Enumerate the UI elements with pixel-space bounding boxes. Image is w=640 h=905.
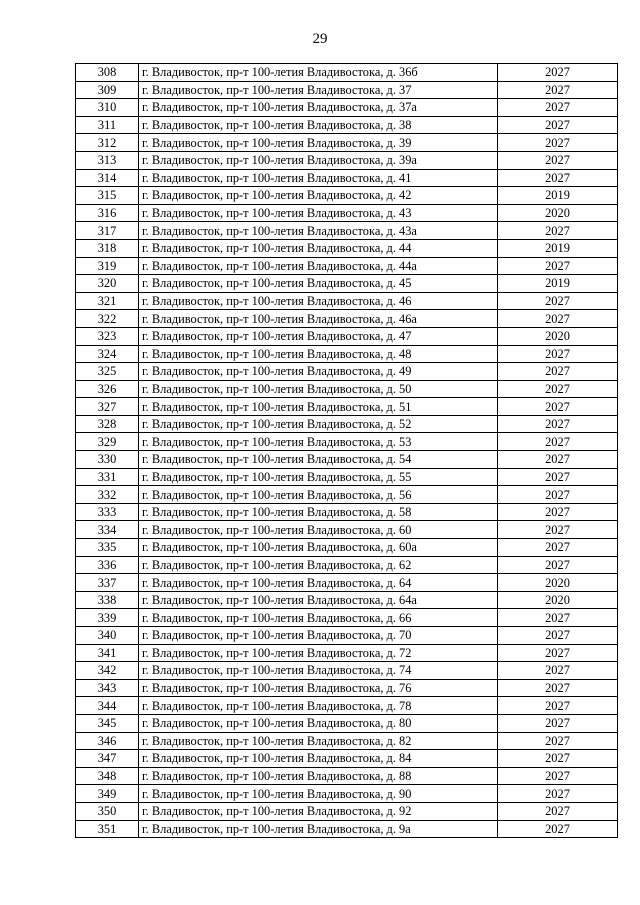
row-number-cell: 333 [76, 503, 139, 521]
table-row [76, 257, 618, 275]
row-number-cell: 318 [76, 239, 139, 257]
row-number-cell: 346 [76, 732, 139, 750]
year-cell: 2027 [498, 363, 618, 381]
address-cell: г. Владивосток, пр-т 100-летия Владивостока, д. 58 [139, 503, 498, 521]
table-row [76, 292, 618, 310]
address-cell: г. Владивосток, пр-т 100-летия Владивостока, д. 64а [139, 591, 498, 609]
year-cell: 2027 [498, 609, 618, 627]
address-cell: г. Владивосток, пр-т 100-летия Владивостока, д. 43а [139, 222, 498, 240]
table-row [76, 644, 618, 662]
year-cell: 2027 [498, 820, 618, 838]
year-cell: 2027 [498, 662, 618, 680]
row-number-cell: 325 [76, 363, 139, 381]
address-cell: г. Владивосток, пр-т 100-летия Владивостока, д. 64 [139, 574, 498, 592]
row-number-cell: 330 [76, 451, 139, 469]
address-cell: г. Владивосток, пр-т 100-летия Владивостока, д. 92 [139, 802, 498, 820]
table-row [76, 363, 618, 381]
housing-registry-table [75, 63, 618, 838]
address-cell: г. Владивосток, пр-т 100-летия Владивостока, д. 43 [139, 204, 498, 222]
year-cell: 2027 [498, 398, 618, 416]
address-cell: г. Владивосток, пр-т 100-летия Владивостока, д. 37 [139, 81, 498, 99]
year-cell: 2027 [498, 451, 618, 469]
year-cell: 2027 [498, 767, 618, 785]
year-cell: 2027 [498, 785, 618, 803]
table-row [76, 785, 618, 803]
address-cell: г. Владивосток, пр-т 100-летия Владивостока, д. 37а [139, 99, 498, 117]
address-cell: г. Владивосток, пр-т 100-летия Владивостока, д. 62 [139, 556, 498, 574]
row-number-cell: 308 [76, 64, 139, 82]
address-cell: г. Владивосток, пр-т 100-летия Владивостока, д. 78 [139, 697, 498, 715]
row-number-cell: 326 [76, 380, 139, 398]
address-cell: г. Владивосток, пр-т 100-летия Владивостока, д. 48 [139, 345, 498, 363]
year-cell: 2020 [498, 204, 618, 222]
row-number-cell: 319 [76, 257, 139, 275]
table-row [76, 732, 618, 750]
year-cell: 2027 [498, 697, 618, 715]
year-cell: 2027 [498, 468, 618, 486]
table-row [76, 239, 618, 257]
table-row [76, 398, 618, 416]
year-cell: 2027 [498, 380, 618, 398]
address-cell: г. Владивосток, пр-т 100-летия Владивостока, д. 66 [139, 609, 498, 627]
address-cell: г. Владивосток, пр-т 100-летия Владивостока, д. 42 [139, 187, 498, 205]
year-cell: 2027 [498, 627, 618, 645]
row-number-cell: 350 [76, 802, 139, 820]
year-cell: 2027 [498, 521, 618, 539]
year-cell: 2027 [498, 64, 618, 82]
address-cell: г. Владивосток, пр-т 100-летия Владивостока, д. 55 [139, 468, 498, 486]
row-number-cell: 348 [76, 767, 139, 785]
table-row [76, 503, 618, 521]
table-row [76, 591, 618, 609]
year-cell: 2019 [498, 275, 618, 293]
row-number-cell: 343 [76, 679, 139, 697]
row-number-cell: 316 [76, 204, 139, 222]
row-number-cell: 335 [76, 539, 139, 557]
address-cell: г. Владивосток, пр-т 100-летия Владивостока, д. 74 [139, 662, 498, 680]
year-cell: 2027 [498, 310, 618, 328]
year-cell: 2027 [498, 802, 618, 820]
table-row [76, 222, 618, 240]
address-cell: г. Владивосток, пр-т 100-летия Владивостока, д. 46а [139, 310, 498, 328]
year-cell: 2027 [498, 539, 618, 557]
address-cell: г. Владивосток, пр-т 100-летия Владивостока, д. 80 [139, 714, 498, 732]
table-row [76, 64, 618, 82]
address-cell: г. Владивосток, пр-т 100-летия Владивостока, д. 72 [139, 644, 498, 662]
table-row [76, 679, 618, 697]
row-number-cell: 341 [76, 644, 139, 662]
row-number-cell: 324 [76, 345, 139, 363]
year-cell: 2020 [498, 591, 618, 609]
row-number-cell: 310 [76, 99, 139, 117]
row-number-cell: 331 [76, 468, 139, 486]
table-row [76, 468, 618, 486]
address-cell: г. Владивосток, пр-т 100-летия Владивостока, д. 70 [139, 627, 498, 645]
row-number-cell: 329 [76, 433, 139, 451]
row-number-cell: 334 [76, 521, 139, 539]
row-number-cell: 314 [76, 169, 139, 187]
row-number-cell: 342 [76, 662, 139, 680]
table-row [76, 627, 618, 645]
table-row [76, 662, 618, 680]
table-row [76, 415, 618, 433]
table-row [76, 187, 618, 205]
table-row [76, 275, 618, 293]
table-row [76, 521, 618, 539]
address-cell: г. Владивосток, пр-т 100-летия Владивостока, д. 84 [139, 750, 498, 768]
table-row [76, 134, 618, 152]
year-cell: 2027 [498, 81, 618, 99]
row-number-cell: 328 [76, 415, 139, 433]
year-cell: 2027 [498, 292, 618, 310]
table-row [76, 327, 618, 345]
table-row [76, 310, 618, 328]
address-cell: г. Владивосток, пр-т 100-летия Владивостока, д. 51 [139, 398, 498, 416]
row-number-cell: 332 [76, 486, 139, 504]
year-cell: 2027 [498, 433, 618, 451]
row-number-cell: 309 [76, 81, 139, 99]
table-row [76, 802, 618, 820]
row-number-cell: 347 [76, 750, 139, 768]
year-cell: 2027 [498, 503, 618, 521]
table-row [76, 204, 618, 222]
table-row [76, 451, 618, 469]
table-row [76, 714, 618, 732]
address-cell: г. Владивосток, пр-т 100-летия Владивостока, д. 39 [139, 134, 498, 152]
address-cell: г. Владивосток, пр-т 100-летия Владивостока, д. 39а [139, 151, 498, 169]
address-cell: г. Владивосток, пр-т 100-летия Владивостока, д. 44а [139, 257, 498, 275]
table-row [76, 750, 618, 768]
table-row [76, 345, 618, 363]
table-row [76, 81, 618, 99]
year-cell: 2020 [498, 574, 618, 592]
row-number-cell: 323 [76, 327, 139, 345]
table-body [76, 64, 618, 838]
year-cell: 2027 [498, 732, 618, 750]
table-row [76, 151, 618, 169]
table-row [76, 556, 618, 574]
year-cell: 2027 [498, 99, 618, 117]
address-cell: г. Владивосток, пр-т 100-летия Владивостока, д. 47 [139, 327, 498, 345]
row-number-cell: 317 [76, 222, 139, 240]
address-cell: г. Владивосток, пр-т 100-летия Владивостока, д. 44 [139, 239, 498, 257]
table-row [76, 433, 618, 451]
address-cell: г. Владивосток, пр-т 100-летия Владивостока, д. 52 [139, 415, 498, 433]
year-cell: 2027 [498, 415, 618, 433]
year-cell: 2027 [498, 134, 618, 152]
year-cell: 2027 [498, 116, 618, 134]
address-cell: г. Владивосток, пр-т 100-летия Владивостока, д. 60 [139, 521, 498, 539]
table-row [76, 116, 618, 134]
year-cell: 2027 [498, 345, 618, 363]
address-cell: г. Владивосток, пр-т 100-летия Владивостока, д. 90 [139, 785, 498, 803]
address-cell: г. Владивосток, пр-т 100-летия Владивостока, д. 88 [139, 767, 498, 785]
year-cell: 2027 [498, 151, 618, 169]
year-cell: 2020 [498, 327, 618, 345]
year-cell: 2027 [498, 679, 618, 697]
year-cell: 2027 [498, 644, 618, 662]
row-number-cell: 320 [76, 275, 139, 293]
table-row [76, 609, 618, 627]
address-cell: г. Владивосток, пр-т 100-летия Владивостока, д. 38 [139, 116, 498, 134]
page-number: 29 [312, 31, 328, 47]
address-cell: г. Владивосток, пр-т 100-летия Владивостока, д. 46 [139, 292, 498, 310]
row-number-cell: 321 [76, 292, 139, 310]
row-number-cell: 322 [76, 310, 139, 328]
row-number-cell: 311 [76, 116, 139, 134]
row-number-cell: 338 [76, 591, 139, 609]
address-cell: г. Владивосток, пр-т 100-летия Владивостока, д. 54 [139, 451, 498, 469]
address-cell: г. Владивосток, пр-т 100-летия Владивостока, д. 76 [139, 679, 498, 697]
row-number-cell: 336 [76, 556, 139, 574]
address-cell: г. Владивосток, пр-т 100-летия Владивостока, д. 45 [139, 275, 498, 293]
address-cell: г. Владивосток, пр-т 100-летия Владивостока, д. 53 [139, 433, 498, 451]
row-number-cell: 327 [76, 398, 139, 416]
address-cell: г. Владивосток, пр-т 100-летия Владивостока, д. 82 [139, 732, 498, 750]
row-number-cell: 344 [76, 697, 139, 715]
address-cell: г. Владивосток, пр-т 100-летия Владивостока, д. 60а [139, 539, 498, 557]
row-number-cell: 337 [76, 574, 139, 592]
table-row [76, 574, 618, 592]
address-cell: г. Владивосток, пр-т 100-летия Владивостока, д. 49 [139, 363, 498, 381]
year-cell: 2027 [498, 556, 618, 574]
year-cell: 2027 [498, 750, 618, 768]
address-cell: г. Владивосток, пр-т 100-летия Владивостока, д. 56 [139, 486, 498, 504]
row-number-cell: 313 [76, 151, 139, 169]
row-number-cell: 349 [76, 785, 139, 803]
row-number-cell: 351 [76, 820, 139, 838]
year-cell: 2019 [498, 187, 618, 205]
year-cell: 2027 [498, 257, 618, 275]
table-row [76, 539, 618, 557]
table-row [76, 767, 618, 785]
year-cell: 2019 [498, 239, 618, 257]
year-cell: 2027 [498, 222, 618, 240]
row-number-cell: 312 [76, 134, 139, 152]
row-number-cell: 315 [76, 187, 139, 205]
address-cell: г. Владивосток, пр-т 100-летия Владивостока, д. 9а [139, 820, 498, 838]
year-cell: 2027 [498, 486, 618, 504]
row-number-cell: 345 [76, 714, 139, 732]
table-row [76, 99, 618, 117]
year-cell: 2027 [498, 169, 618, 187]
row-number-cell: 340 [76, 627, 139, 645]
address-cell: г. Владивосток, пр-т 100-летия Владивостока, д. 36б [139, 64, 498, 82]
table-row [76, 697, 618, 715]
address-cell: г. Владивосток, пр-т 100-летия Владивостока, д. 41 [139, 169, 498, 187]
row-number-cell: 339 [76, 609, 139, 627]
table-row [76, 486, 618, 504]
address-cell: г. Владивосток, пр-т 100-летия Владивостока, д. 50 [139, 380, 498, 398]
table-row [76, 169, 618, 187]
table-row [76, 820, 618, 838]
table-row [76, 380, 618, 398]
year-cell: 2027 [498, 714, 618, 732]
